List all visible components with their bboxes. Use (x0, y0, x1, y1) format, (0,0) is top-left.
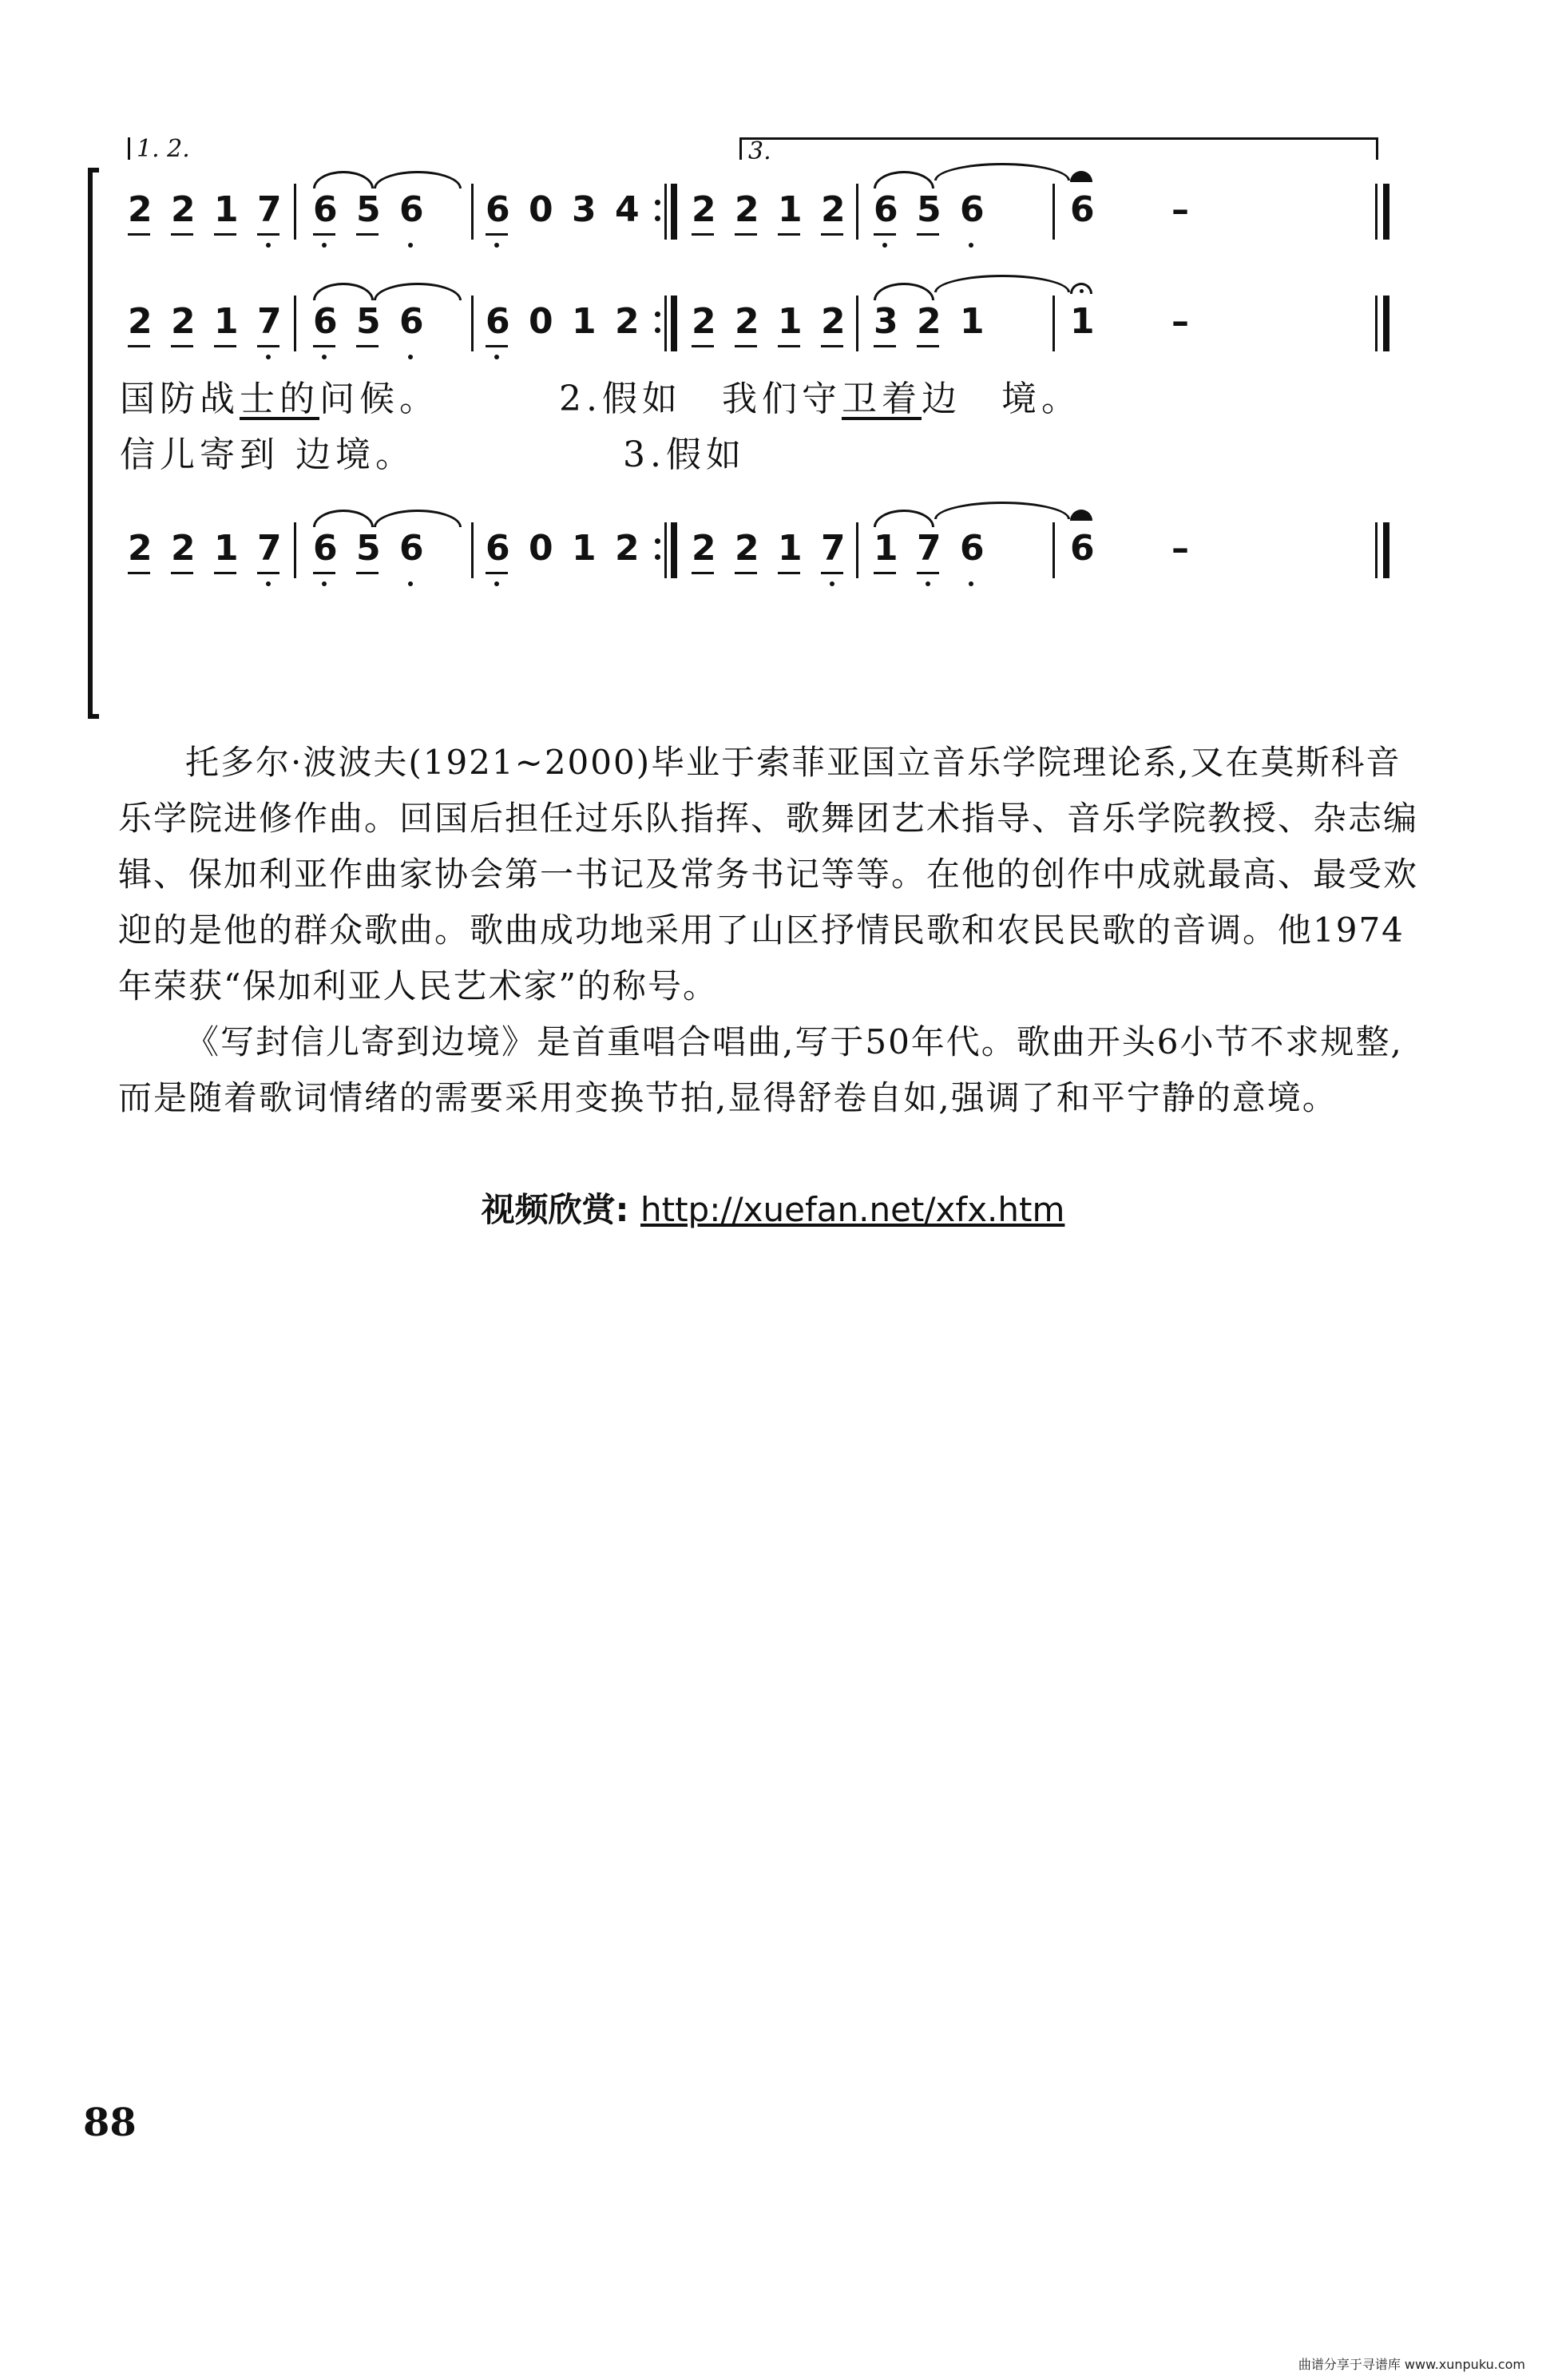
measure (313, 302, 422, 366)
barline (294, 296, 296, 351)
tie (374, 283, 462, 300)
note: 6 (313, 189, 338, 230)
measure (486, 189, 640, 254)
volta-ending-3 (739, 137, 1378, 165)
dash: – (1171, 189, 1189, 230)
dash: – (1171, 528, 1189, 569)
barline (664, 522, 667, 578)
video-link-line (0, 1184, 1546, 1232)
final-barline (1383, 522, 1389, 578)
video-label: 视频欣赏: (481, 1190, 629, 1229)
measure (692, 528, 846, 593)
note: 1 (214, 528, 239, 569)
note: 1 (214, 301, 239, 342)
staff-row-1 (128, 190, 1405, 254)
measure (874, 301, 985, 366)
repeat-barline (671, 522, 677, 578)
note: 5 (917, 189, 941, 230)
final-barline (1383, 184, 1389, 240)
slur (874, 510, 934, 527)
note: 2 (692, 528, 716, 569)
staff-row-3 (128, 529, 1405, 593)
measure (128, 189, 282, 254)
lyric-text: 卫着 (841, 379, 922, 419)
lyrics-line-2 (120, 431, 746, 479)
note: 2 (128, 189, 153, 230)
note: 2 (128, 528, 153, 569)
note: 6 (313, 528, 338, 569)
slur (313, 283, 374, 300)
volta-1-label: 1. 2. (137, 135, 190, 163)
note-fermata: 6 (1070, 528, 1095, 569)
note: 1 (960, 301, 985, 342)
note-fermata: 6 (1070, 189, 1095, 230)
slur (874, 171, 934, 188)
barline (664, 296, 667, 351)
measure (313, 529, 422, 593)
tie (934, 275, 1070, 292)
note: 2 (171, 528, 196, 569)
note: 5 (356, 528, 381, 569)
note: 3 (572, 189, 597, 230)
barline (471, 184, 474, 240)
barline (1052, 296, 1055, 351)
note: 4 (615, 189, 640, 230)
lyric-text: 问候。 (319, 379, 439, 419)
note: 0 (529, 528, 553, 569)
measure (692, 301, 846, 366)
measure (1070, 529, 1196, 593)
volta-ending-1-2 (128, 135, 383, 163)
barline (1375, 296, 1378, 351)
barline (294, 522, 296, 578)
repeat-barline (671, 184, 677, 240)
note: 5 (356, 189, 381, 230)
measure (1070, 190, 1196, 254)
note: 1 (778, 189, 803, 230)
note: 6 (486, 528, 510, 569)
measure (128, 528, 282, 593)
note: 3 (874, 301, 898, 342)
repeat-dots (655, 308, 661, 340)
slur (874, 283, 934, 300)
staff-row-2 (128, 302, 1405, 366)
barline (856, 184, 858, 240)
barline (1052, 184, 1055, 240)
measure (486, 301, 640, 366)
system-bracket (88, 168, 99, 719)
barline (294, 184, 296, 240)
lyrics-line-1 (120, 375, 1081, 423)
final-barline (1383, 296, 1389, 351)
measure (313, 190, 422, 254)
video-url-link[interactable]: http://xuefan.net/xfx.htm (640, 1190, 1065, 1229)
note: 1 (572, 528, 597, 569)
note-fermata: 1 (1070, 301, 1095, 342)
jianpu-score (88, 136, 1397, 583)
dash: – (1171, 301, 1189, 342)
repeat-dots (655, 196, 661, 228)
note: 1 (874, 528, 898, 569)
note: 7 (917, 528, 941, 569)
lyric-text: 3.假如 (623, 434, 746, 475)
note: 1 (572, 301, 597, 342)
volta-3-label: 3. (748, 137, 771, 165)
tie (934, 163, 1070, 180)
note: 6 (960, 528, 985, 569)
measure (692, 189, 846, 254)
barline (1375, 184, 1378, 240)
barline (664, 184, 667, 240)
note: 1 (778, 301, 803, 342)
note: 2 (128, 301, 153, 342)
note: 2 (615, 301, 640, 342)
note: 5 (356, 301, 381, 342)
note: 2 (735, 301, 759, 342)
tie (374, 171, 462, 188)
note: 0 (529, 189, 553, 230)
barline (471, 522, 474, 578)
note: 6 (313, 301, 338, 342)
note: 6 (486, 301, 510, 342)
note: 2 (171, 189, 196, 230)
lyric-text: 边 境。 (921, 379, 1081, 419)
note: 6 (960, 189, 985, 230)
repeat-barline (671, 296, 677, 351)
note: 6 (399, 189, 424, 230)
page-number: 88 (83, 2100, 137, 2145)
measure (486, 528, 640, 593)
lyric-text: 信儿寄到 边境。 (120, 434, 415, 475)
tie (374, 510, 462, 527)
measure (874, 528, 985, 593)
note: 7 (257, 301, 282, 342)
measure (1070, 302, 1196, 366)
composer-notes (118, 735, 1428, 1126)
footer-credit: 曲谱分享于寻谱库 www.xunpuku.com (1298, 2357, 1525, 2372)
note: 6 (399, 528, 424, 569)
slur (313, 171, 374, 188)
barline (1375, 522, 1378, 578)
note: 2 (735, 189, 759, 230)
note: 2 (692, 301, 716, 342)
note: 2 (821, 301, 846, 342)
note: 0 (529, 301, 553, 342)
note: 2 (171, 301, 196, 342)
note: 2 (917, 301, 941, 342)
measure (128, 301, 282, 366)
note: 7 (821, 528, 846, 569)
barline (1052, 522, 1055, 578)
lyric-text: 2.假如 我们守 (559, 379, 842, 419)
repeat-dots (655, 535, 661, 567)
barline (856, 296, 858, 351)
lyric-text: 士的 (240, 379, 319, 419)
paragraph: 《写封信儿寄到边境》是首重唱合唱曲,写于50年代。歌曲开头6小节不求规整,而是随着歌词情绪的需要采用变换节拍,显得舒卷自如,强调了和平宁静的意境。 (118, 1022, 1403, 1117)
slur (313, 510, 374, 527)
note: 1 (778, 528, 803, 569)
note: 2 (821, 189, 846, 230)
note: 6 (874, 189, 898, 230)
barline (471, 296, 474, 351)
note: 2 (692, 189, 716, 230)
note: 1 (214, 189, 239, 230)
paragraph: 托多尔·波波夫(1921~2000)毕业于索菲亚国立音乐学院理论系,又在莫斯科音乐学院进修作曲。回国后担任过乐队指挥、歌舞团艺术指导、音乐学院教授、杂志编辑、保加利亚作曲家协会第一书记及常务书记等等。在他的创作中成就最高、最受欢迎的是他的群众歌曲。歌曲成功地采用了山区抒情民歌和农民民歌的音调。他1974年荣获“保加利亚人民艺术家”的称号。 (118, 743, 1419, 1006)
lyric-text: 国防战 (120, 379, 240, 419)
note: 7 (257, 528, 282, 569)
note: 2 (735, 528, 759, 569)
barline (856, 522, 858, 578)
note: 2 (615, 528, 640, 569)
measure (874, 189, 985, 254)
note: 6 (399, 301, 424, 342)
note: 6 (486, 189, 510, 230)
tie (934, 502, 1070, 519)
note: 7 (257, 189, 282, 230)
